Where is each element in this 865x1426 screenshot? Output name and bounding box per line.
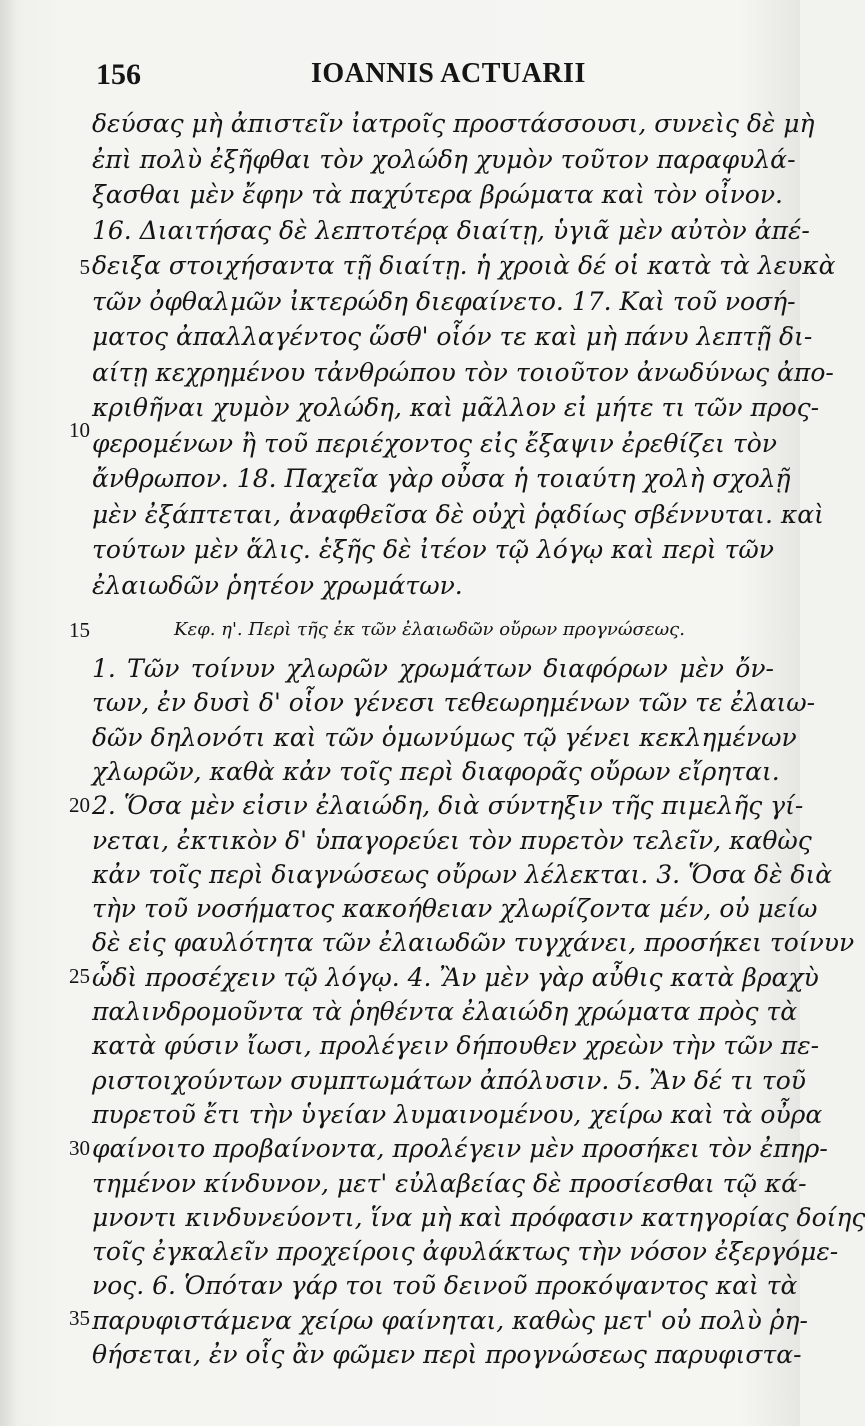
line-number: 20 bbox=[69, 793, 90, 817]
text-line: 2. Ὅσα μὲν εἰσιν ἐλαιώδη, διὰ σύντηξιν τῆς πιμελῆς γί- bbox=[92, 791, 804, 821]
line-number: 10 bbox=[69, 418, 90, 442]
text-line: φερομένων ἢ τοῦ περιέχοντος εἰς ἔξαψιν ἐρεθίζει τὸν bbox=[92, 428, 777, 458]
text-line: χλωρῶν, καθὰ κἀν τοῖς περὶ διαφορᾶς οὔρων εἴρηται. bbox=[92, 756, 780, 786]
text-line: τοῖς ἐγκαλεῖν προχείροις ἀφυλάκτως τὴν νόσον ἐξεργόμε- bbox=[92, 1237, 839, 1267]
text-line: μὲν ἐξάπτεται, ἀναφθεῖσα δὲ οὐχὶ ῥᾳδίως σβέννυται. καὶ bbox=[92, 499, 824, 529]
text-line: δῶν δηλονότι καὶ τῶν ὁμωνύμως τῷ γένει κεκλημένων bbox=[92, 722, 797, 752]
text-line: τῶν ὀφθαλμῶν ἰκτερώδη διεφαίνετο. 17. Καὶ τοῦ νοσή- bbox=[92, 286, 796, 316]
text-line: ἐλαιωδῶν ῥητέον χρωμάτων. bbox=[92, 570, 463, 600]
text-line: κατὰ φύσιν ἴωσι, προλέγειν δήπουθεν χρεὼν τὴν τῶν πε- bbox=[92, 1031, 820, 1061]
text-line: νος. 6. Ὁπόταν γάρ τοι τοῦ δεινοῦ προκόψαντος καὶ τὰ bbox=[92, 1271, 798, 1301]
line-number: 30 bbox=[69, 1136, 90, 1160]
page-number: 156 bbox=[96, 58, 141, 91]
text-line: αίτῃ κεχρημένου τἀνθρώπου τὸν τοιοῦτον ἀνωδύνως ἀπο- bbox=[92, 357, 834, 387]
page-header bbox=[96, 58, 756, 98]
line-number: 35 bbox=[69, 1306, 90, 1330]
text-line: τούτων μὲν ἅλις. ἑξῆς δὲ ἰτέον τῷ λόγῳ καὶ περὶ τῶν bbox=[92, 535, 774, 564]
text-line: παλινδρομοῦντα τὰ ῥηθέντα ἐλαιώδη χρώματα πρὸς τὰ bbox=[92, 997, 798, 1026]
text-line: δειξα στοιχήσαντα τῇ διαίτῃ. ἡ χροιὰ δέ οἱ κατὰ τὰ λευκὰ bbox=[92, 251, 836, 280]
text-line: ἄνθρωπον. 18. Παχεῖα γὰρ οὖσα ἡ τοιαύτη χολὴ σχολῇ bbox=[92, 464, 791, 493]
text-line: παρυφιστάμενα χείρω φαίνηται, καθὼς μετ' οὐ πολὺ ῥη- bbox=[92, 1305, 808, 1335]
text-line: πυρετοῦ ἔτι τὴν ὑγείαν λυμαινομένου, χείρω καὶ τὰ οὖρα bbox=[92, 1099, 823, 1129]
text-line: ματος ἀπαλλαγέντος ὥσθ' οἷόν τε καὶ μὴ πάνυ λεπτῇ δι- bbox=[92, 322, 813, 351]
text-line: ὧδὶ προσέχειν τῷ λόγῳ. 4. Ἂν μὲν γὰρ αὖθις κατὰ βραχὺ bbox=[92, 962, 819, 992]
text-line: θήσεται, ἐν οἷς ἂν φῶμεν περὶ προγνώσεως παρυφιστα- bbox=[92, 1340, 802, 1369]
text-line: κἀν τοῖς περὶ διαγνώσεως οὔρων λέλεκται. 3. Ὅσα δὲ διὰ bbox=[92, 859, 833, 889]
text-line: τὴν τοῦ νοσήματος κακοήθειαν χλωρίζοντα μέν, οὐ μείω bbox=[92, 894, 818, 924]
text-line: τημένον κίνδυνον, μετ' εὐλαβείας δὲ προσίεσθαι τῷ κά- bbox=[92, 1168, 807, 1198]
text-line: 1. Τῶν τοίνυν χλωρῶν χρωμάτων διαφόρων μὲν ὄν- bbox=[92, 654, 774, 683]
text-line: κριθῆναι χυμὸν χολώδη, καὶ μᾶλλον εἰ μήτε τι τῶν προς- bbox=[92, 393, 820, 422]
text-line: μνοντι κινδυνεύοντι, ἵνα μὴ καὶ πρόφασιν κατηγορίας δοίης bbox=[92, 1202, 865, 1232]
text-line: φαίνοιτο προβαίνοντα, προλέγειν μὲν προσήκει τὸν ἐπηρ- bbox=[92, 1134, 828, 1164]
text-line: ἐπὶ πολὺ ἐξῆφθαι τὸν χολώδη χυμὸν τοῦτον παραφυλά- bbox=[92, 144, 796, 174]
text-line: δὲ εἰς φαυλότητα τῶν ἐλαιωδῶν τυγχάνει, προσήκει τοίνυν bbox=[92, 928, 855, 958]
line-number: 25 bbox=[69, 964, 90, 988]
chapter-heading: Κεφ. η'. Περὶ τῆς ἐκ τῶν ἐλαιωδῶν οὔρων προγνώσεως. bbox=[174, 619, 685, 640]
line-number: 15 bbox=[69, 618, 90, 642]
text-line: των, ἐν δυσὶ δ' οἷον γένεσι τεθεωρημένων τῶν τε ἐλαιω- bbox=[92, 688, 816, 718]
text-line: δεύσας μὴ ἀπιστεῖν ἰατροῖς προστάσσουσι, συνεὶς δὲ μὴ bbox=[92, 109, 815, 138]
text-line: ριστοιχούντων συμπτωμάτων ἀπόλυσιν. 5. Ἂν δέ τι τοῦ bbox=[92, 1065, 806, 1095]
running-title: IOANNIS ACTUARII bbox=[311, 58, 586, 89]
text-line: νεται, ἐκτικὸν δ' ὑπαγορεύει τὸν πυρετὸν τελεῖν, καθὼς bbox=[92, 825, 812, 855]
text-line: 16. Διαιτήσας δὲ λεπτοτέρᾳ διαίτῃ, ὑγιᾶ μὲν αὐτὸν ἀπέ- bbox=[92, 215, 810, 245]
text-line: ξασθαι μὲν ἔφην τὰ παχύτερα βρώματα καὶ τὸν οἶνον. bbox=[92, 180, 783, 209]
line-number: 5 bbox=[79, 255, 90, 279]
